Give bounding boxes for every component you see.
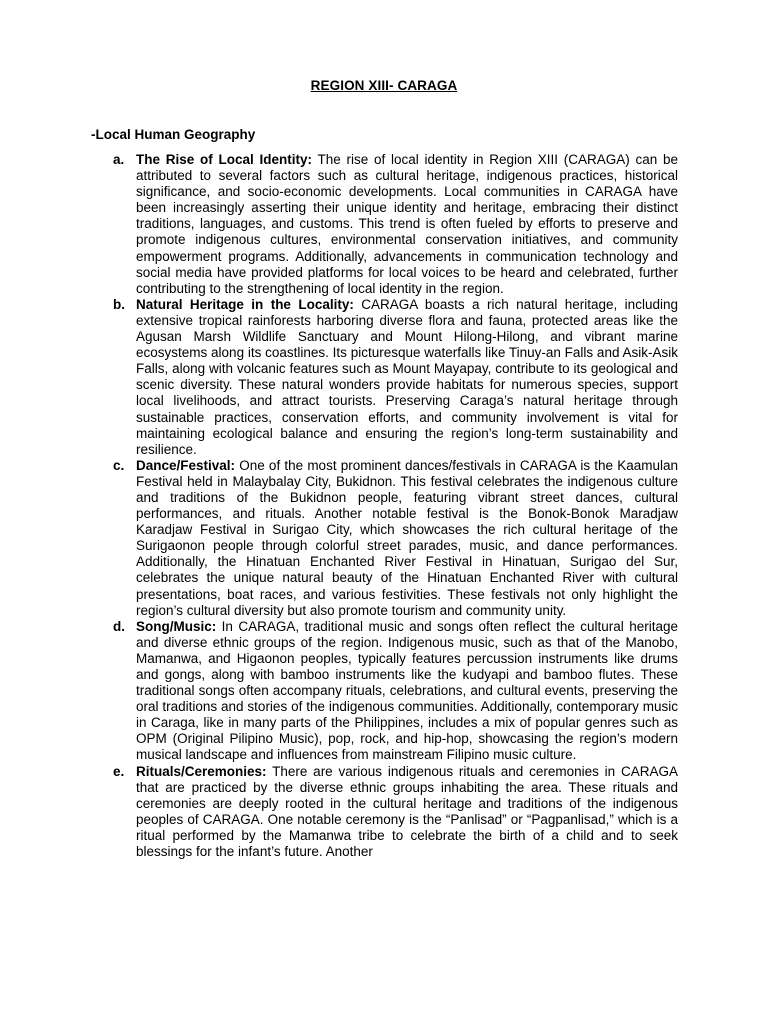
topic-list bbox=[111, 152, 678, 860]
topic-text: CARAGA boasts a rich natural heritage, including extensive tropical rainforests harboring diverse flora and fauna, protected areas like the Agusan Marsh Wildlife Sanctuary and Mount Hilong-Hilong, and vibrant marine ecosystems along its coastlines. Its picturesque waterfalls like Tinuy-an Falls and Asik-Asik Falls, along with volcanic features such as Mount Mayapay, contribute to its geological and scenic diversity. These natural wonders provide habitats for numerous species, support local livelihoods, and attract tourists. Preserving Caraga’s natural heritage through sustainable practices, conservation efforts, and community involvement is vital for maintaining ecological balance and ensuring the region’s long-term sustainability and resilience. bbox=[136, 296, 678, 457]
topic-term: Song/Music: bbox=[136, 618, 217, 634]
topic-marker: c. bbox=[113, 457, 125, 473]
topic-term: Natural Heritage in the Locality: bbox=[136, 296, 354, 312]
topic-item-song-music bbox=[111, 619, 678, 764]
topic-item-dance-festival bbox=[111, 458, 678, 619]
topic-term: The Rise of Local Identity: bbox=[136, 152, 312, 167]
document-title: REGION XIII- CARAGA bbox=[310, 78, 458, 93]
topic-item-rituals-ceremonies bbox=[111, 764, 678, 861]
topic-text: One of the most prominent dances/festivals in CARAGA is the Kaamulan Festival held in Malaybalay City, Bukidnon. This festival celebrates the indigenous culture and traditions of the Bukidnon people, featuring vibrant street dances, cultural performances, and rituals. Another notable festival is the Bonok-Bonok Maradjaw Karadjaw Festival in Surigao City, which showcases the rich cultural heritage of the Surigaonon people through colorful street parades, music, and dance performances. Additionally, the Hinatuan Enchanted River Festival in Hinatuan, Surigao del Sur, celebrates the unique natural beauty of the Hinatuan Enchanted River with cultural presentations, boat races, and various festivities. These festivals not only highlight the region’s cultural diversity but also promote tourism and community unity. bbox=[136, 457, 678, 618]
topic-marker: a. bbox=[113, 152, 125, 167]
topic-term: Rituals/Ceremonies: bbox=[136, 763, 267, 779]
section-heading: -Local Human Geography bbox=[91, 127, 256, 142]
topic-text: The rise of local identity in Region XIII (CARAGA) can be attributed to several factors such as cultural heritage, indigenous practices, historical significance, and socio-economic developments. Local communities in CARAGA have been increasingly asserting their unique identity and heritage, embracing their distinct traditions, languages, and customs. This trend is often fueled by efforts to preserve and promote indigenous cultures, environmental conservation initiatives, and community empowerment programs. Additionally, advancements in communication technology and social media have provided platforms for local voices to be heard and celebrated, further contributing to the strengthening of local identity in the region. bbox=[136, 152, 678, 296]
topic-text: There are various indigenous rituals and ceremonies in CARAGA that are practiced by the diverse ethnic groups inhabiting the area. These rituals and ceremonies are deeply rooted in the cultural heritage and traditions of the indigenous peoples of CARAGA. One notable ceremony is the “Panlisad” or “Pagpanlisad,” which is a ritual performed by the Mamanwa tribe to celebrate the birth of a child and to seek blessings for the infant’s future. Another bbox=[136, 763, 678, 860]
topic-marker: b. bbox=[113, 296, 125, 312]
topic-marker: d. bbox=[113, 618, 125, 634]
topic-item-natural-heritage bbox=[111, 297, 678, 458]
topic-text: In CARAGA, traditional music and songs often reflect the cultural heritage and diverse ethnic groups of the region. Indigenous music, such as that of the Manobo, Mamanwa, and Higaonon peoples, typically features percussion instruments like drums and gongs, along with bamboo instruments like the kudyapi and bamboo flutes. These traditional songs often accompany rituals, celebrations, and cultural events, preserving the oral traditions and stories of the indigenous communities. Additionally, contemporary music in Caraga, like in many parts of the Philippines, includes a mix of popular genres such as OPM (Original Pilipino Music), pop, rock, and hip-hop, showcasing the region’s modern musical landscape and influences from mainstream Filipino music culture. bbox=[136, 618, 678, 763]
topic-marker: e. bbox=[113, 763, 125, 779]
topic-term: Dance/Festival: bbox=[136, 457, 236, 473]
topic-item-local-identity bbox=[111, 152, 678, 297]
